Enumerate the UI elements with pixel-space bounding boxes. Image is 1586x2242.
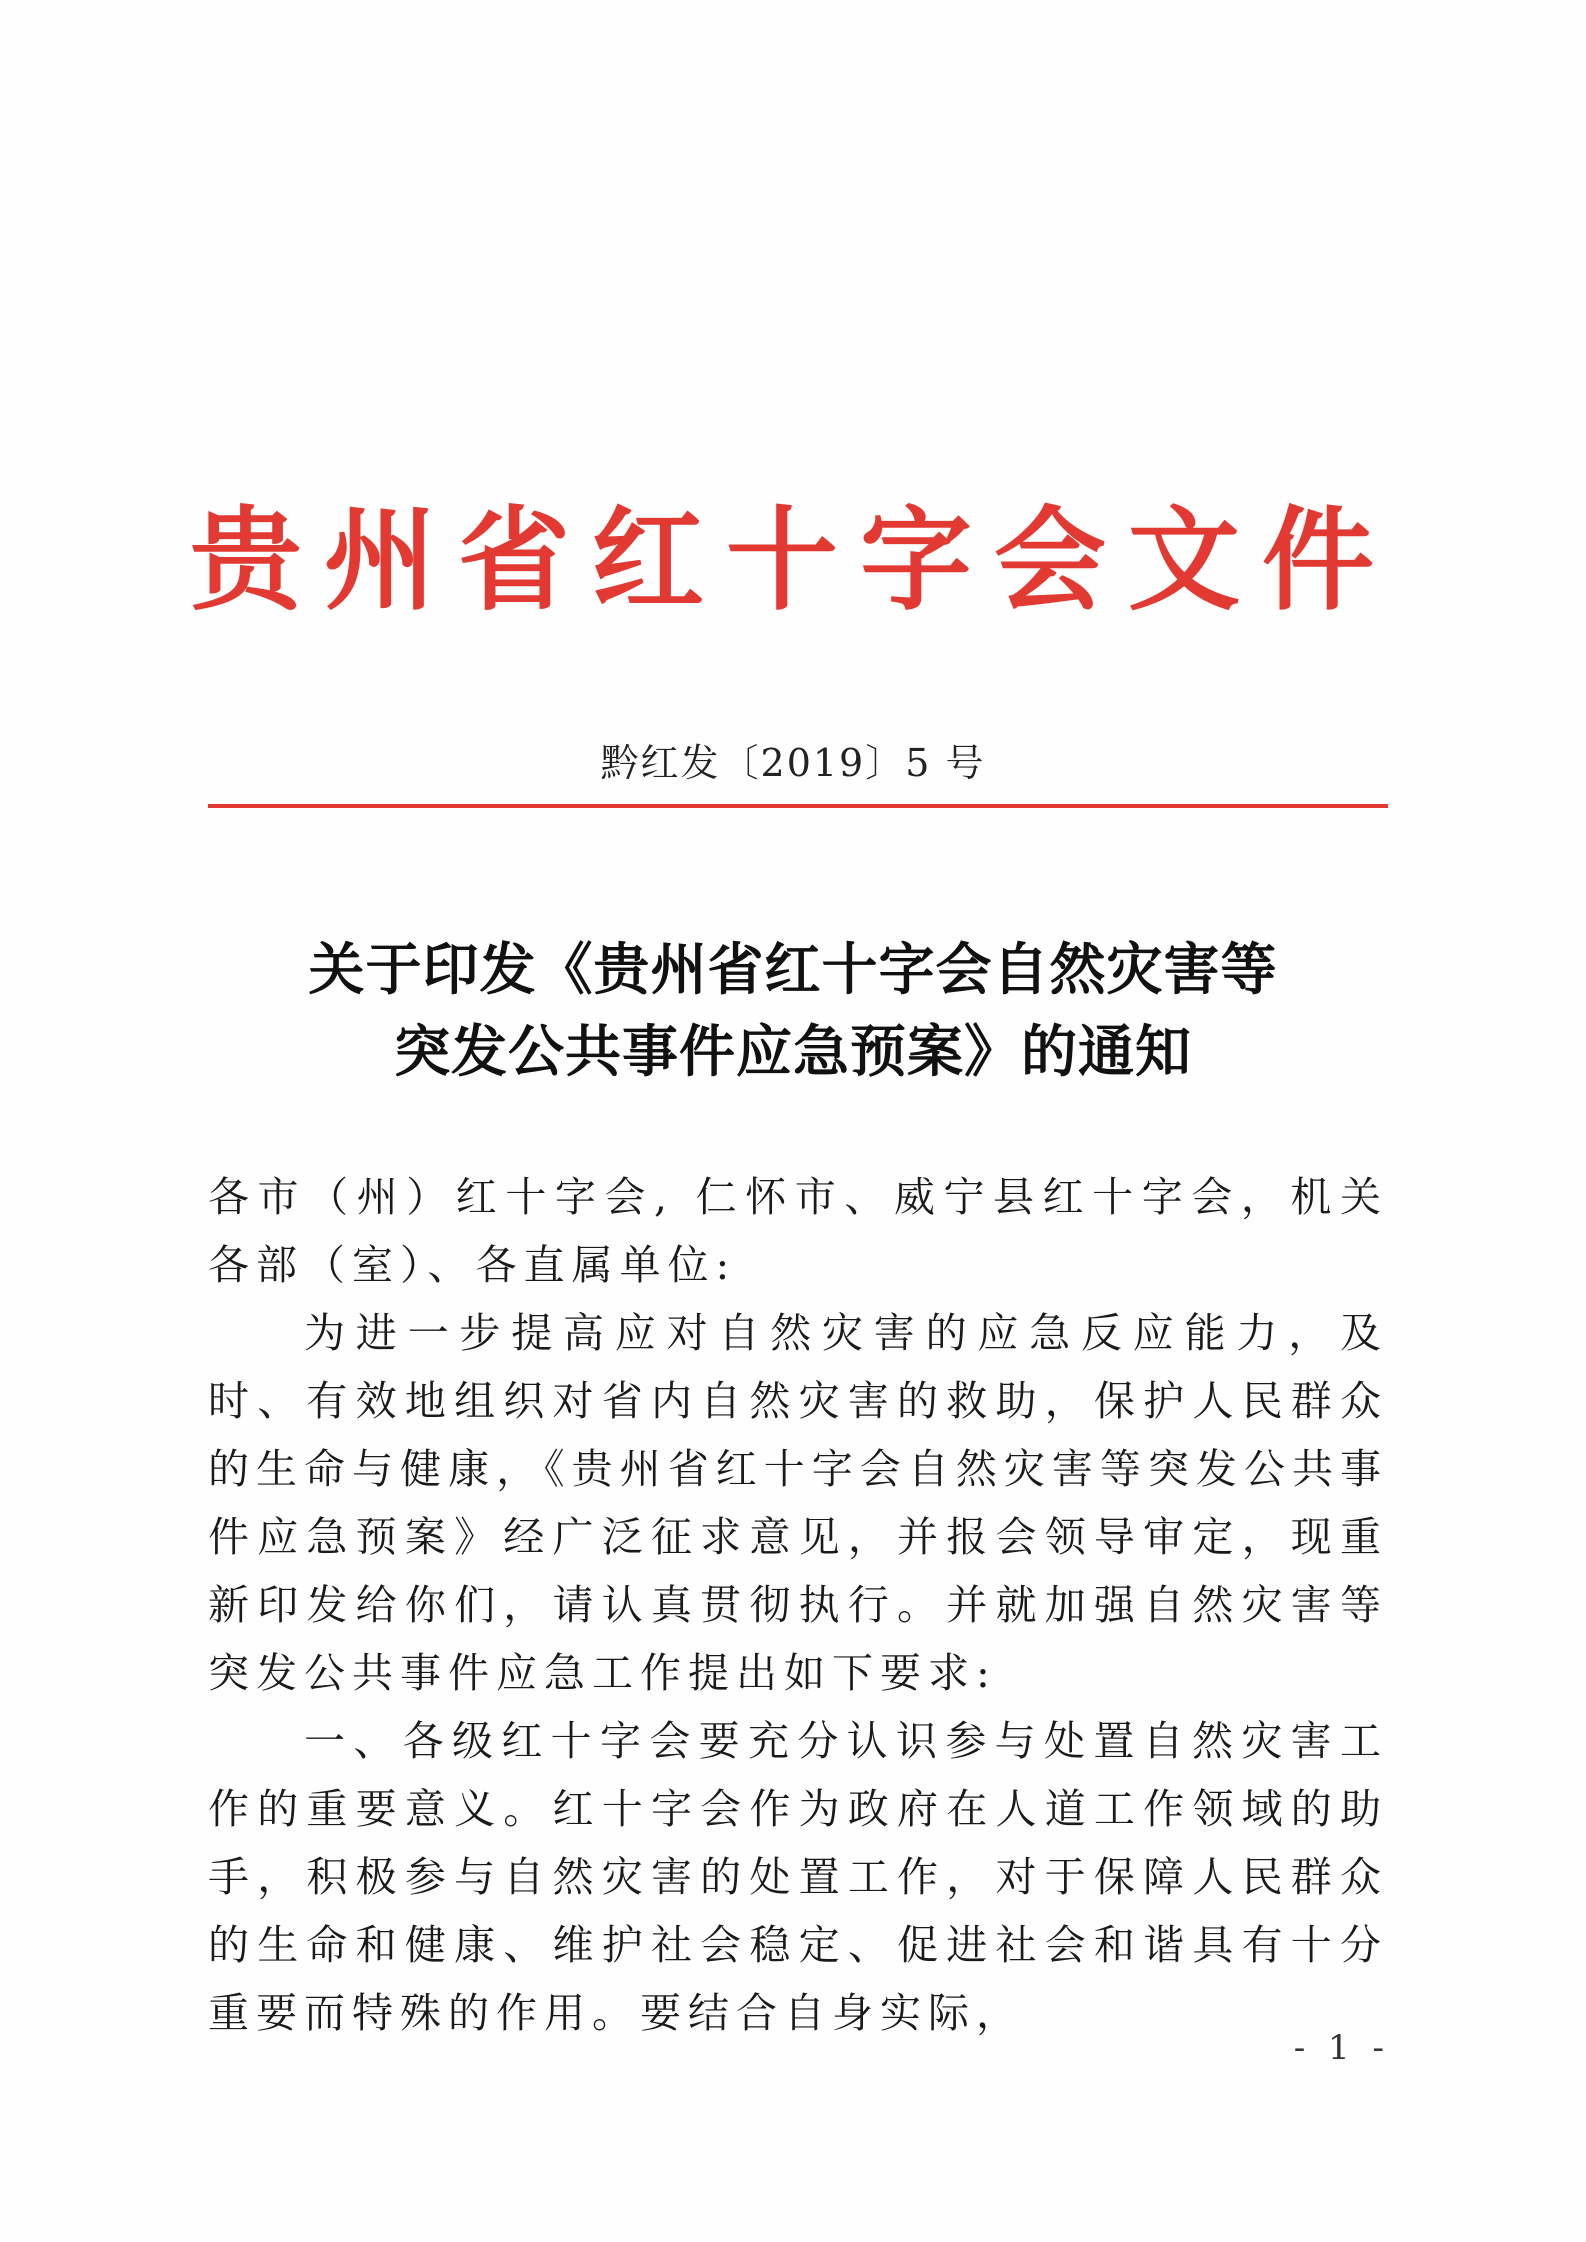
notice-title-line-2: 突发公共事件应急预案》的通知 (394, 1020, 1192, 1085)
notice-title-line-1: 关于印发《贵州省红十字会自然灾害等 (308, 938, 1278, 1003)
red-divider-line (208, 804, 1388, 808)
document-number: 黔红发〔2019〕5 号 (600, 741, 986, 785)
masthead-title: 贵州省红十字会文件 (190, 496, 1396, 626)
page-number: - 1 - (1293, 2028, 1390, 2068)
document-body (208, 1163, 1388, 2047)
body-paragraph-2: 一、各级红十字会要充分认识参与处置自然灾害工作的重要意义。红十字会作为政府在人道工作领域的助手，积极参与自然灾害的处置工作，对于保障人民群众的生命和健康、维护社会稳定、促进社会和谐具有十分重要而特殊的作用。要结合自身实际， (208, 1717, 1388, 2037)
body-paragraph-1: 为进一步提高应对自然灾害的应急反应能力，及时、有效地组织对省内自然灾害的救助，保护人民群众的生命与健康，《贵州省红十字会自然灾害等突发公共事件应急预案》经广泛征求意见，并报会领导审定，现重新印发给你们，请认真贯彻执行。并就加强自然灾害等突发公共事件应急工作提出如下要求: (208, 1309, 1388, 1697)
notice-title (0, 930, 1586, 1094)
salutation: 各市（州）红十字会, 仁怀市、威宁县红十字会，机关各部（室）、各直属单位: (208, 1173, 1388, 1289)
